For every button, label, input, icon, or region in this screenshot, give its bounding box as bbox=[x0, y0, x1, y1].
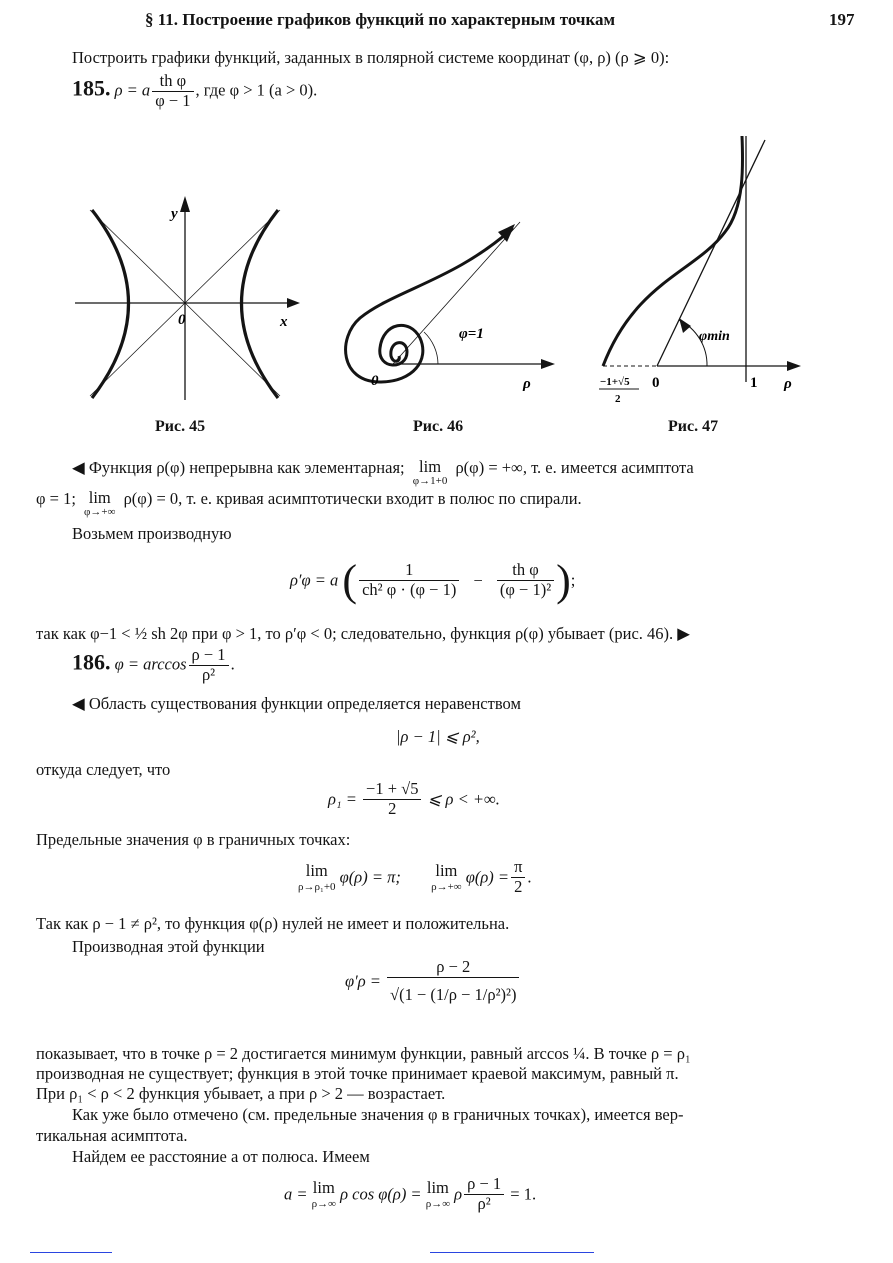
angle-arc bbox=[424, 332, 438, 364]
text-186-p2: откуда следует, что bbox=[36, 760, 171, 779]
origin-label: 0 bbox=[178, 312, 186, 328]
rho1-numerator: −1+√5 bbox=[600, 376, 630, 388]
phi-min-label: φmin bbox=[699, 329, 730, 344]
paren-right: ) bbox=[556, 556, 571, 605]
angle-arrow-icon bbox=[679, 318, 691, 333]
lim-word: lim bbox=[88, 488, 111, 507]
lim-word: lim bbox=[305, 861, 328, 881]
rho-label: ρ bbox=[523, 376, 531, 392]
problem-186-formula bbox=[72, 646, 235, 685]
origin-label: 0 bbox=[371, 373, 379, 389]
fraction-numerator: ρ − 1 bbox=[191, 645, 226, 664]
formula-fraction bbox=[497, 561, 554, 600]
rho1-formula bbox=[328, 780, 500, 819]
text-185-line4: так как φ−1 < ½ sh 2φ при φ > 1, то ρ′φ < 0; следовательно, функция ρ(φ) убывает (рис. 46). ▶ bbox=[36, 624, 690, 643]
formula-lhs: ρ = a bbox=[114, 80, 151, 100]
formula-lhs: φ = arccos bbox=[114, 654, 187, 674]
formula-middle: ρ cos φ(ρ) = bbox=[340, 1184, 422, 1204]
polar-axis-arrow-icon bbox=[787, 361, 801, 371]
rho-label: ρ bbox=[784, 376, 792, 392]
fraction-denominator: (φ − 1)² bbox=[497, 580, 554, 600]
hyperbola-branch-left bbox=[92, 210, 129, 398]
lim-word: lim bbox=[312, 1178, 335, 1198]
fraction-numerator: th φ bbox=[159, 71, 187, 90]
fraction-numerator: ρ − 2 bbox=[436, 957, 471, 976]
text-186-p3: Предельные значения φ в граничных точках: bbox=[36, 830, 351, 849]
lim-subscript: φ→1+0 bbox=[412, 475, 448, 488]
text-185-line3: Возьмем производную bbox=[72, 524, 232, 543]
spiral-curve bbox=[346, 228, 513, 382]
sentence: ρ(φ) = +∞, т. е. имеется асимптота bbox=[455, 458, 694, 477]
fraction-denominator: 2 bbox=[363, 799, 421, 819]
limit-expression bbox=[431, 862, 462, 892]
formula-fraction bbox=[511, 858, 525, 897]
text-186-p7: производная не существует; функция в этой точке принимает краевой максимум, равный π. bbox=[36, 1064, 679, 1083]
formula-fraction bbox=[387, 958, 519, 1005]
footer-rule-left bbox=[30, 1252, 112, 1253]
hyperbola-branch-right bbox=[242, 210, 279, 398]
figure-47 bbox=[595, 132, 820, 407]
derivative-formula bbox=[290, 555, 575, 606]
formula-rho: ρ bbox=[454, 1184, 463, 1204]
text-186-p6: показывает, что в точке ρ = 2 достигается минимум функции, равный arccos ¼. В точке ρ = ρ₁ bbox=[36, 1044, 691, 1063]
one-label: 1 bbox=[750, 375, 758, 391]
formula-lhs: ρ₁ = bbox=[328, 789, 357, 809]
lim-word: lim bbox=[426, 1178, 449, 1198]
formula-lhs: ρ′φ = a bbox=[290, 570, 339, 590]
section-header: § 11. Построение графиков функций по характерным точкам bbox=[145, 10, 616, 29]
sentence: ◀ Функция ρ(φ) непрерывна как элементарная; bbox=[72, 458, 405, 477]
figure-46-caption: Рис. 46 bbox=[413, 418, 464, 435]
text-186-p10: тикальная асимптота. bbox=[36, 1126, 188, 1145]
formula-end: ; bbox=[570, 570, 576, 590]
limit-value: φ(ρ) = π; bbox=[339, 867, 401, 887]
intro-text: Построить графики функций, заданных в полярной системе координат (φ, ρ) (ρ ⩾ 0): bbox=[72, 48, 670, 67]
fraction-numerator: −1 + √5 bbox=[366, 779, 419, 798]
y-axis-arrow-icon bbox=[180, 196, 190, 212]
limit-expression bbox=[413, 458, 448, 487]
derivative2-formula bbox=[345, 958, 521, 1005]
sentence: φ = 1; bbox=[36, 489, 76, 508]
limit-expression bbox=[426, 1179, 450, 1209]
lim-subscript: ρ→∞ bbox=[425, 1197, 451, 1210]
formula-fraction bbox=[464, 1175, 504, 1214]
figure-45-caption: Рис. 45 bbox=[155, 418, 206, 435]
formula-fraction bbox=[363, 780, 421, 819]
fraction-denominator: √(1 − (1/ρ − 1/ρ²)²) bbox=[387, 977, 519, 1005]
lim-subscript: ρ→ρ₁+0 bbox=[298, 880, 336, 893]
lim-word: lim bbox=[435, 861, 458, 881]
x-axis-arrow-icon bbox=[287, 298, 300, 308]
page-number: 197 bbox=[829, 10, 855, 29]
text-186-p1: ◀ Область существования функции определяется неравенством bbox=[72, 694, 521, 713]
figure-47-caption: Рис. 47 bbox=[668, 418, 719, 435]
fraction-numerator: π bbox=[514, 857, 523, 876]
text-186-p4: Так как ρ − 1 ≠ ρ², то функция φ(ρ) нулей не имеет и положительна. bbox=[36, 914, 510, 933]
formula-end: . bbox=[527, 867, 532, 887]
inequality-formula: |ρ − 1| ⩽ ρ², bbox=[396, 727, 480, 746]
rho1-denominator: 2 bbox=[615, 393, 621, 405]
fraction-denominator: 2 bbox=[511, 877, 525, 897]
fraction-numerator: th φ bbox=[512, 560, 539, 580]
sentence: ρ(φ) = 0, т. е. кривая асимптотически входит в полюс по спирали. bbox=[123, 489, 582, 508]
paren-left: ( bbox=[342, 556, 358, 605]
fraction-denominator: ρ² bbox=[189, 665, 229, 685]
formula-lhs: a = bbox=[284, 1184, 308, 1204]
formula-condition: , где φ > 1 (a > 0). bbox=[195, 80, 318, 100]
formula-fraction bbox=[152, 72, 193, 111]
fraction-numerator: ρ − 1 bbox=[467, 1174, 502, 1193]
y-label: y bbox=[171, 206, 178, 222]
figure-45 bbox=[75, 190, 305, 405]
formula-rhs: ⩽ ρ < +∞. bbox=[427, 789, 500, 809]
final-formula bbox=[284, 1175, 536, 1214]
figure-46 bbox=[335, 210, 565, 400]
text-186-p8: При ρ₁ < ρ < 2 функция убывает, а при ρ > 2 — возрастает. bbox=[36, 1084, 446, 1103]
formula-end: = 1. bbox=[510, 1184, 537, 1204]
limit-value: φ(ρ) = bbox=[465, 867, 510, 887]
fraction-denominator: φ − 1 bbox=[152, 91, 193, 111]
text-185-line2 bbox=[36, 489, 582, 518]
fraction-numerator: 1 bbox=[405, 560, 414, 580]
text-186-p5: Производная этой функции bbox=[72, 937, 265, 956]
limit-expression bbox=[84, 489, 115, 518]
problem-185-formula bbox=[72, 72, 317, 111]
problem-number: 186. bbox=[72, 649, 111, 675]
limit-expression bbox=[298, 862, 336, 892]
x-label: x bbox=[280, 314, 288, 330]
lim-subscript: φ→+∞ bbox=[84, 506, 116, 519]
text-186-p9: Как уже было отмечено (см. предельные значения φ в граничных точках), имеется вер- bbox=[72, 1105, 684, 1124]
text-186-p11: Найдем ее расстояние a от полюса. Имеем bbox=[72, 1147, 370, 1166]
formula-fraction bbox=[189, 646, 229, 685]
fraction-denominator: ch² φ · (φ − 1) bbox=[359, 580, 459, 600]
polar-axis-arrow-icon bbox=[541, 359, 555, 369]
text-185-line1 bbox=[72, 458, 694, 487]
problem-number: 185. bbox=[72, 75, 111, 101]
formula-fraction bbox=[359, 561, 459, 600]
lim-subscript: ρ→∞ bbox=[311, 1197, 336, 1210]
limit-expression bbox=[312, 1179, 336, 1209]
asymptote-ray bbox=[393, 222, 520, 364]
zero-label: 0 bbox=[652, 375, 660, 391]
fraction-denominator: ρ² bbox=[464, 1194, 504, 1214]
phi-label: φ=1 bbox=[459, 326, 484, 342]
lim-word: lim bbox=[419, 457, 442, 476]
footer-rule-right bbox=[430, 1252, 594, 1253]
limits-formula bbox=[298, 858, 532, 897]
formula-lhs: φ′ρ = bbox=[345, 971, 381, 991]
formula-end: . bbox=[230, 654, 235, 674]
minus-sign: − bbox=[473, 570, 483, 590]
lim-subscript: ρ→+∞ bbox=[431, 880, 462, 893]
